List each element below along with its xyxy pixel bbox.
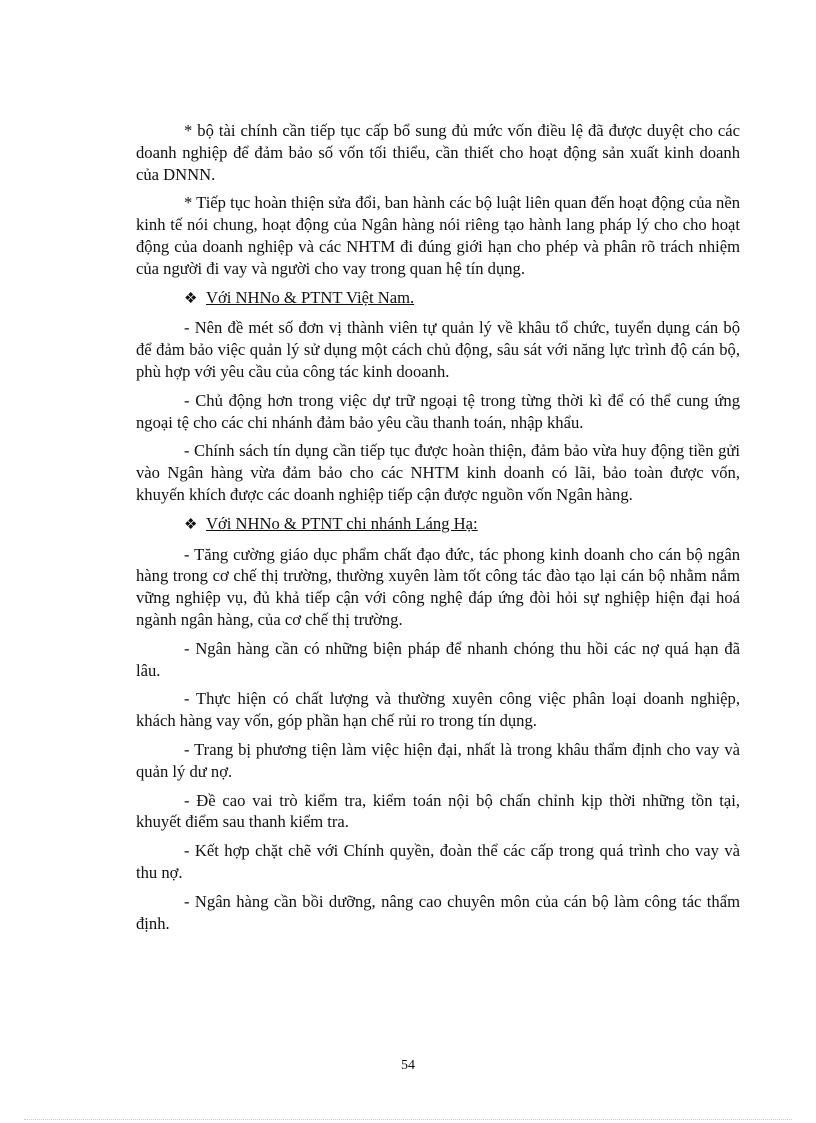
section-heading-text: Với NHNo & PTNT chi nhánh Láng Hạ: (206, 513, 478, 533)
paragraph-hoan-thien-luat: * Tiếp tục hoàn thiện sửa đổi, ban hành các bộ luật liên quan đến hoạt động của nền kinh tế nói chung, hoạt động của Ngân hàng nói riêng tạo hành lang pháp lý cho cho hoạt động của doanh nghiệp và các NHTM đi đúng giới hạn cho phép và phân rõ trách nhiệm của người đi vay và người cho vay trong quan hệ tín dụng. (136, 193, 740, 278)
paragraph-to-chuc: - Nên đề mét số đơn vị thành viên tự quản lý về khâu tổ chức, tuyển dụng cán bộ để đảm bảo việc quản lý sử dụng một cách chủ động, sâu sát với năng lực trình độ cán bộ, phù hợp với yêu cầu của công tác kinh dooanh. (136, 318, 740, 381)
paragraph-boi-duong: - Ngân hàng cần bồi dưỡng, nâng cao chuyên môn của cán bộ làm công tác thẩm định. (136, 891, 740, 933)
body-text (136, 120, 740, 941)
diamond-bullet-icon: ❖ (184, 290, 198, 307)
section-heading-nhno-viet-nam (136, 287, 740, 311)
paragraph-giao-duc: - Tăng cường giáo dục phẩm chất đạo đức, tác phong kinh doanh cho cán bộ ngân hàng trong cơ chế thị trường, thường xuyên làm tốt công tác đào tạo lại cán bộ nhằm nắm vững nghiệp vụ, đủ khả tiếp cận với công nghệ đáp ứng đòi hỏi sự nghiệp hiện đại hoá ngành ngân hàng, của cơ chế thị trường. (136, 544, 740, 629)
paragraph-chinh-sach-tin-dung: - Chính sách tín dụng cần tiếp tục được hoàn thiện, đảm bảo vừa huy động tiền gửi vào Ngân hàng vừa đảm bảo cho các NHTM kinh doanh có lãi, bảo toàn được vốn, khuyến khích được các doanh nghiệp tiếp cận được nguồn vốn Ngân hàng. (136, 441, 740, 504)
diamond-bullet-icon: ❖ (184, 516, 198, 533)
section-heading-text: Với NHNo & PTNT Việt Nam. (206, 287, 415, 307)
page-number: 54 (401, 1058, 415, 1073)
page-bottom-divider (24, 1119, 792, 1120)
section-heading-lang-ha (136, 513, 740, 537)
paragraph-trang-bi: - Trang bị phương tiện làm việc hiện đại, nhất là trong khâu thẩm định cho vay và quản lý dư nợ. (136, 739, 740, 781)
paragraph-ket-hop: - Kết hợp chặt chẽ với Chính quyền, đoàn thể các cấp trong quá trình cho vay và thu nợ. (136, 841, 740, 882)
paragraph-kiem-tra: - Đề cao vai trò kiểm tra, kiểm toán nội bộ chấn chỉnh kịp thời những tồn tại, khuyết điểm sau thanh kiểm tra. (136, 790, 740, 832)
paragraph-phan-loai: - Thực hiện có chất lượng và thường xuyên công việc phân loại doanh nghiệp, khách hàng vay vốn, góp phần hạn chế rủi ro trong tín dụng. (136, 689, 740, 731)
paragraph-ngoai-te: - Chủ động hơn trong việc dự trữ ngoại tệ trong từng thời kì để có thể cung ứng ngoại tệ cho các chi nhánh đảm bảo yêu cầu thanh toán, nhập khẩu. (136, 390, 740, 432)
paragraph-thu-hoi-no: - Ngân hàng cần có những biện pháp để nhanh chóng thu hồi các nợ quá hạn đã lâu. (136, 638, 740, 680)
paragraph-tai-chinh: * bộ tài chính cần tiếp tục cấp bổ sung đủ mức vốn điều lệ đã được duyệt cho các doanh nghiệp để đảm bảo số vốn tối thiểu, cần thiết cho hoạt động sản xuất kinh doanh của DNNN. (136, 121, 740, 184)
